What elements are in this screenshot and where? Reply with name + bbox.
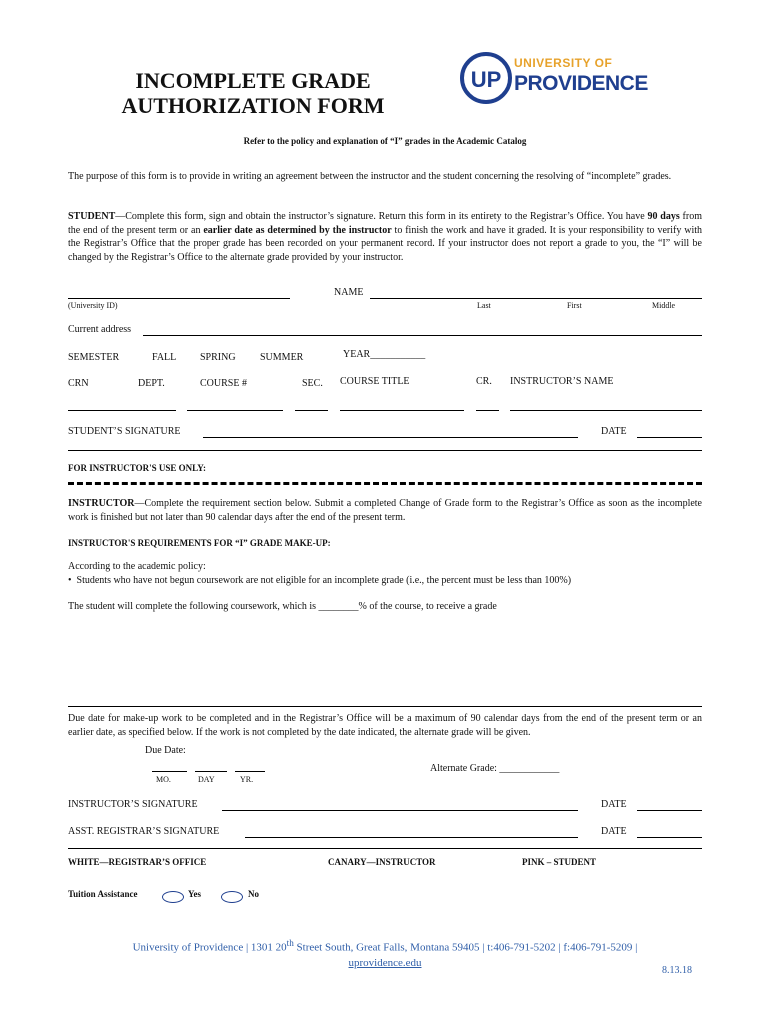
- student-paragraph: [68, 210, 702, 264]
- student-bold-2: earlier date as determined by the instructor: [203, 224, 392, 236]
- dept-course-field[interactable]: [187, 410, 283, 411]
- copy-canary: CANARY—INSTRUCTOR: [328, 857, 436, 867]
- tuition-yes-radio[interactable]: [162, 891, 184, 903]
- section-label: SEC.: [302, 378, 323, 389]
- last-name-label: Last: [477, 301, 491, 310]
- registrar-date-field[interactable]: [637, 837, 702, 838]
- day-label: DAY: [198, 775, 215, 784]
- alternate-grade-field[interactable]: Alternate Grade: ____________: [430, 763, 560, 774]
- tuition-yes-label: Yes: [188, 889, 201, 899]
- student-lead: STUDENT: [68, 211, 116, 222]
- due-year-field[interactable]: [235, 771, 265, 772]
- logo-emblem-icon: [460, 52, 512, 104]
- footer: [0, 936, 770, 971]
- footer-sup: th: [286, 938, 294, 948]
- section-field[interactable]: [295, 410, 328, 411]
- copy-pink: PINK – STUDENT: [522, 857, 597, 867]
- dept-label: DEPT.: [138, 378, 165, 389]
- student-text-1: —Complete this form, sign and obtain the instructor’s signature. Return this form in its entirety to the Registrar’s Office. You have: [115, 211, 648, 222]
- semester-spring[interactable]: SPRING: [200, 352, 236, 363]
- year-label: YR.: [240, 775, 254, 784]
- subtitle: Refer to the policy and explanation of “I” grades in the Academic Catalog: [243, 136, 527, 146]
- registrar-signature-field[interactable]: [245, 837, 578, 838]
- logo-top-text: UNIVERSITY OF: [514, 56, 613, 70]
- policy-intro: According to the academic policy:: [68, 561, 206, 572]
- current-address-label: Current address: [68, 324, 132, 335]
- requirements-heading: INSTRUCTOR'S REQUIREMENTS FOR “I” GRADE MAKE-UP:: [68, 538, 331, 548]
- form-title: [98, 68, 408, 118]
- student-text-2: from the end of the present term or an: [68, 211, 702, 236]
- registrar-signature-label: ASST. REGISTRAR’S SIGNATURE: [68, 826, 220, 837]
- policy-bullet: [68, 575, 571, 586]
- current-address-field[interactable]: [143, 335, 702, 336]
- student-signature-label: STUDENT’S SIGNATURE: [68, 426, 181, 437]
- instructor-date-label: DATE: [601, 799, 627, 810]
- instructor-name-label: INSTRUCTOR’S NAME: [510, 376, 614, 387]
- university-id-field[interactable]: [68, 298, 290, 299]
- instructor-name-field[interactable]: [510, 410, 702, 411]
- instructor-paragraph: [68, 497, 702, 524]
- copy-white: WHITE—REGISTRAR’S OFFICE: [68, 857, 207, 867]
- title-line-2: AUTHORIZATION FORM: [121, 93, 385, 118]
- website-link[interactable]: uprovidence.edu: [348, 956, 422, 969]
- credits-field[interactable]: [476, 410, 499, 411]
- dashed-divider: [68, 482, 702, 485]
- instructor-lead: INSTRUCTOR: [68, 498, 135, 509]
- name-label: NAME: [334, 287, 364, 298]
- footer-address-b: Street South, Great Falls, Montana 59405 | t:406-791-5202 | f:406-791-5209 |: [293, 941, 638, 954]
- semester-summer[interactable]: SUMMER: [260, 352, 304, 363]
- student-date-field[interactable]: [637, 437, 702, 438]
- title-line-1: INCOMPLETE GRADE: [135, 68, 371, 93]
- signatures-divider: [68, 848, 702, 849]
- course-number-label: COURSE #: [200, 378, 247, 389]
- bullet-icon: •: [68, 575, 77, 586]
- coursework-line[interactable]: The student will complete the following coursework, which is ________% of the course, to receive a grade: [68, 601, 497, 612]
- footer-address: [0, 936, 770, 956]
- due-date-paragraph: Due date for make-up work to be completed and in the Registrar’s Office will be a maximum of 90 calendar days from the end of the present term or an earlier date, as specified below. If the work is not completed by the date indicated, the alternate grade will be given.: [68, 713, 702, 738]
- tuition-assistance-label: Tuition Assistance: [68, 889, 138, 899]
- tuition-no-radio[interactable]: [221, 891, 243, 903]
- student-date-label: DATE: [601, 426, 627, 437]
- course-title-field[interactable]: [340, 410, 464, 411]
- form-version: 8.13.18: [662, 965, 692, 976]
- due-month-field[interactable]: [152, 771, 187, 772]
- registrar-date-label: DATE: [601, 826, 627, 837]
- student-bold-1: 90 days: [647, 211, 680, 222]
- section-divider: [68, 450, 702, 451]
- student-text-3: to finish the work and have it graded. It is your responsibility to verify with the Registrar’s Office that the proper grade has been recorded on your permanent record. If your instructor does not report a grade to you, the “I” will be changed by the Registrar’s Office to the alternate grade provided by your instructor.: [68, 224, 702, 263]
- instructor-text: —Complete the requirement section below. Submit a completed Change of Grade form to the Registrar’s Office as soon as the incomplete work is finished but not later than 90 calendar days after the end of the present term.: [68, 498, 702, 523]
- instructor-date-field[interactable]: [637, 810, 702, 811]
- crn-field[interactable]: [68, 410, 176, 411]
- logo-bottom-text: PROVIDENCE: [514, 72, 648, 95]
- university-logo: [460, 52, 670, 110]
- footer-address-a: University of Providence | 1301 20: [132, 941, 287, 954]
- year-field[interactable]: YEAR___________: [343, 349, 426, 360]
- name-field[interactable]: [370, 298, 702, 299]
- due-day-field[interactable]: [195, 771, 227, 772]
- university-id-label: (University ID): [68, 301, 118, 310]
- middle-name-label: Middle: [652, 301, 676, 310]
- svg-text:UP: UP: [470, 67, 502, 92]
- semester-fall[interactable]: FALL: [152, 352, 177, 363]
- crn-label: CRN: [68, 378, 89, 389]
- tuition-no-label: No: [248, 889, 259, 899]
- semester-label: SEMESTER: [68, 352, 120, 363]
- first-name-label: First: [567, 301, 582, 310]
- credits-label: CR.: [476, 376, 492, 387]
- student-signature-field[interactable]: [203, 437, 578, 438]
- month-label: MO.: [156, 775, 171, 784]
- intro-paragraph: The purpose of this form is to provide in writing an agreement between the instructor and the student concerning the resolving of “incomplete” grades.: [68, 171, 672, 182]
- instructor-use-heading: FOR INSTRUCTOR'S USE ONLY:: [68, 463, 206, 473]
- coursework-box-bottom: [68, 706, 702, 707]
- policy-bullet-text: Students who have not begun coursework are not eligible for an incomplete grade (i.e., the percent must be less than 100%): [76, 575, 572, 586]
- course-title-label: COURSE TITLE: [340, 376, 410, 387]
- due-date-label: Due Date:: [145, 745, 186, 756]
- instructor-signature-label: INSTRUCTOR’S SIGNATURE: [68, 799, 198, 810]
- instructor-signature-field[interactable]: [222, 810, 578, 811]
